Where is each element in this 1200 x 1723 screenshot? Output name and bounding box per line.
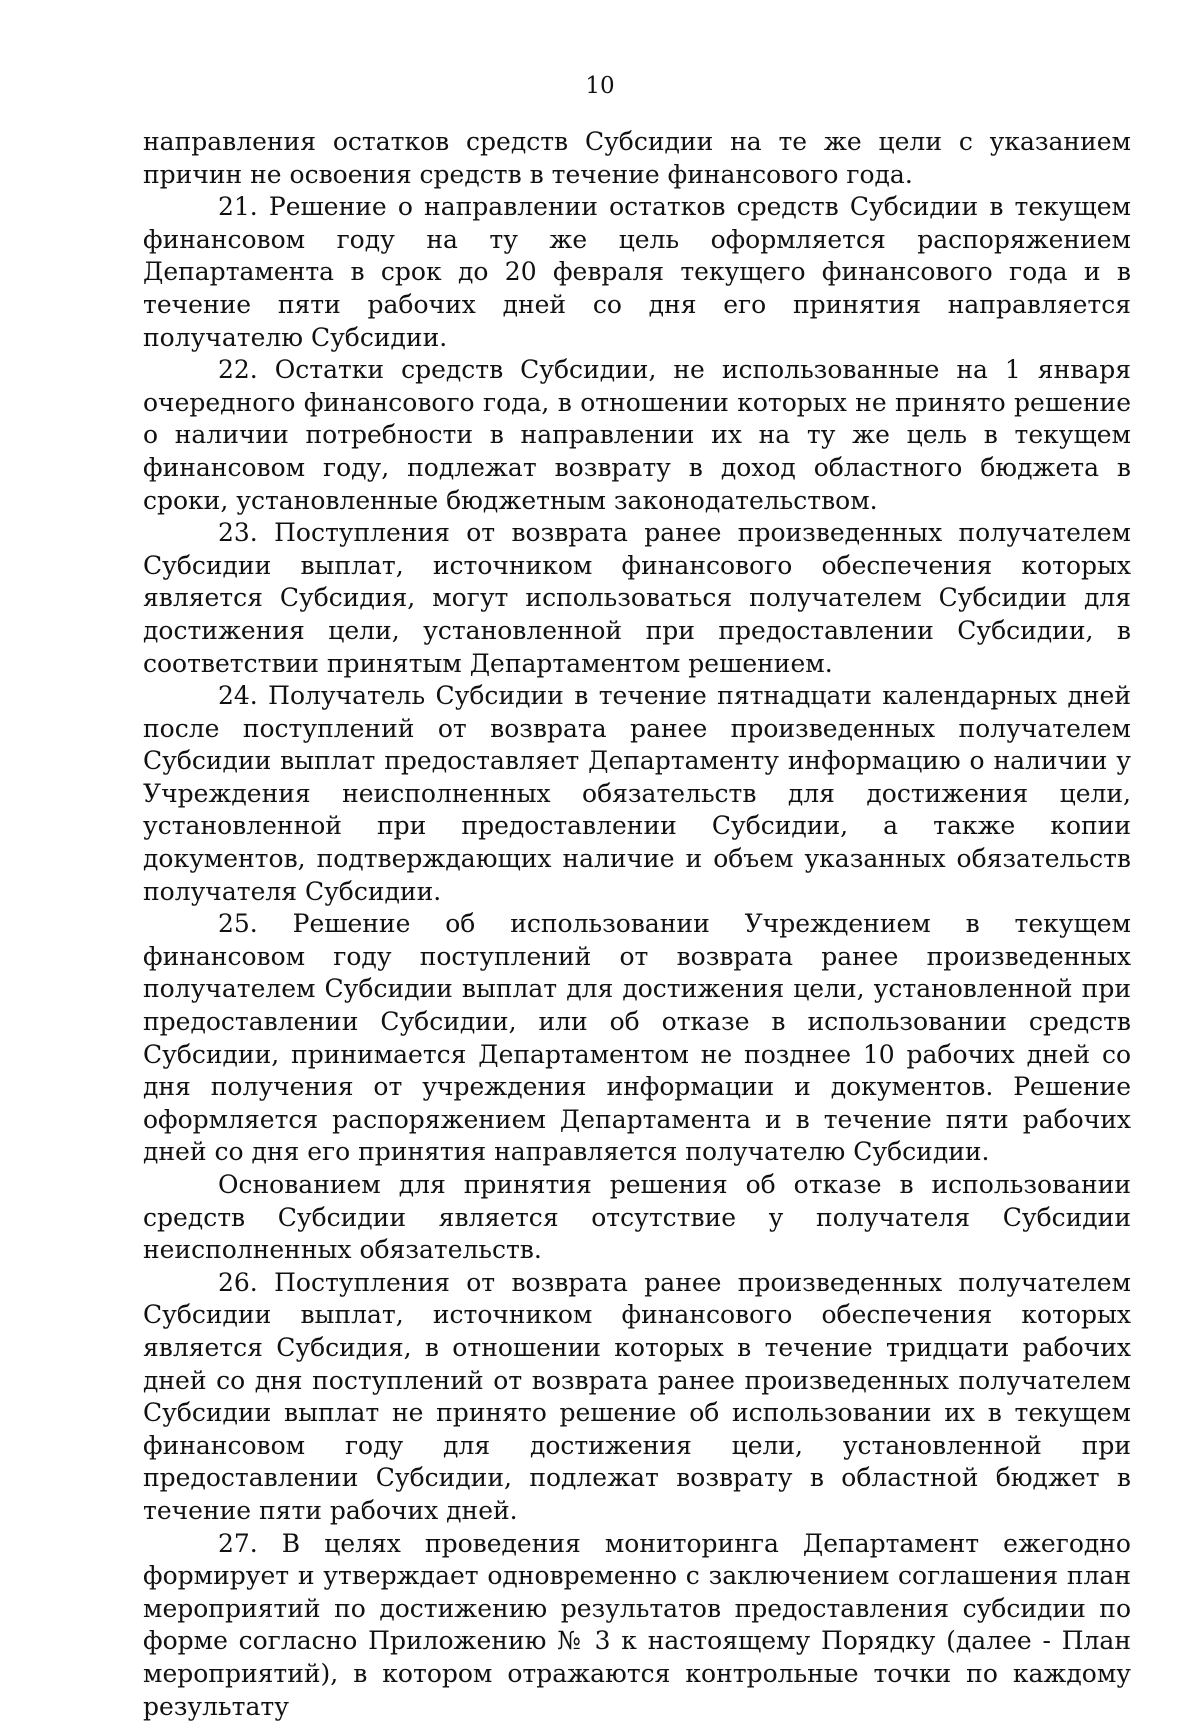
paragraph-continuation: направления остатков средств Субсидии на те же цели с указанием причин не освоения средств в течение финансового года.	[143, 127, 1131, 189]
paragraph-22: 22. Остатки средств Субсидии, не использованные на 1 января очередного финансового года, в отношении которых не принято решение о наличии потребности в направлении их на ту же цель в текущем финансовом году, подлежат возврату в доход областного бюджета в сроки, установленные бюджетным законодательством.	[143, 355, 1131, 515]
paragraph-27: 27. В целях проведения мониторинга Департамент ежегодно формирует и утверждает одновременно с заключением соглашения план мероприятий по достижению результатов предоставления субсидии по форме согласно Приложению № 3 к настоящему Порядку (далее - План мероприятий), в котором отражаются контрольные точки по каждому результату	[143, 1528, 1131, 1721]
paragraph-24: 24. Получатель Субсидии в течение пятнадцати календарных дней после поступлений от возврата ранее произведенных получателем Субсидии выплат предоставляет Департаменту информацию о наличии у Учреждения неисполненных обязательств для достижения цели, установленной при предоставлении Субсидии, а также копии документов, подтверждающих наличие и объем указанных обязательств получателя Субсидии.	[143, 681, 1131, 906]
document-body	[143, 126, 1131, 1723]
paragraph-25-basis: Основанием для принятия решения об отказе в использовании средств Субсидии является отсутствие у получателя Субсидии неисполненных обязательств.	[143, 1170, 1131, 1265]
page-number: 10	[585, 73, 615, 99]
paragraph-25: 25. Решение об использовании Учреждением в текущем финансовом году поступлений от возврата ранее произведенных получателем Субсидии выплат для достижения цели, установленной при предоставлении Субсидии, или об отказе в использовании средств Субсидии, принимается Департаментом не позднее 10 рабочих дней со дня получения от учреждения информации и документов. Решение оформляется распоряжением Департамента и в течение пяти рабочих дней со дня его принятия направляется получателю Субсидии.	[143, 909, 1131, 1167]
paragraph-23: 23. Поступления от возврата ранее произведенных получателем Субсидии выплат, источником финансового обеспечения которых является Субсидия, могут использоваться получателем Субсидии для достижения цели, установленной при предоставлении Субсидии, в соответствии принятым Департаментом решением.	[143, 518, 1131, 678]
paragraph-21: 21. Решение о направлении остатков средств Субсидии в текущем финансовом году на ту же цель оформляется распоряжением Департамента в срок до 20 февраля текущего финансового года и в течение пяти рабочих дней со дня его принятия направляется получателю Субсидии.	[143, 192, 1131, 352]
paragraph-26: 26. Поступления от возврата ранее произведенных получателем Субсидии выплат, источником финансового обеспечения которых является Субсидия, в отношении которых в течение тридцати рабочих дней со дня поступлений от возврата ранее произведенных получателем Субсидии выплат не принято решение об использовании их в текущем финансовом году для достижения цели, установленной при предоставлении Субсидии, подлежат возврату в областной бюджет в течение пяти рабочих дней.	[143, 1267, 1131, 1525]
